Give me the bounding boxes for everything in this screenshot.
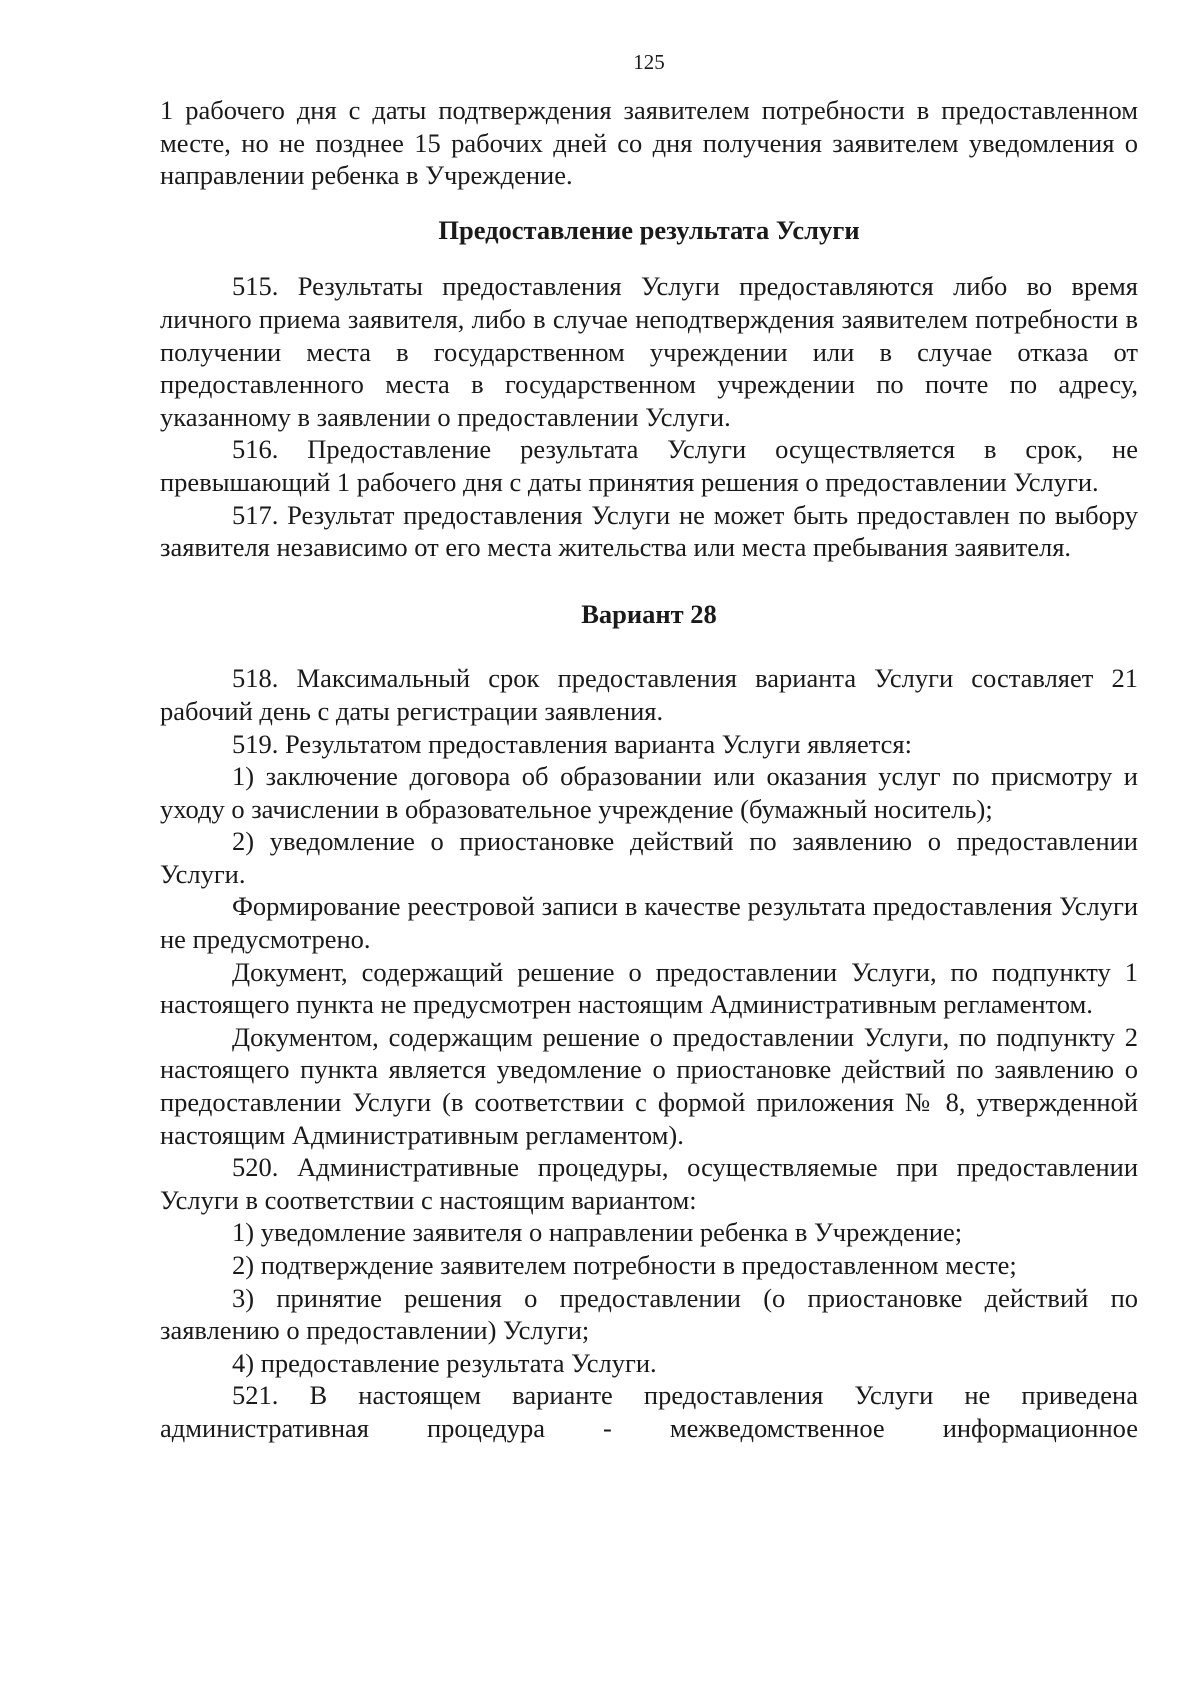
intro-paragraph: 1 рабочего дня с даты подтверждения заявителем потребности в предоставленном месте, но не позднее 15 рабочих дней со дня получения заявителем уведомления о направлении ребенка в Учреждение. [160, 95, 1138, 191]
paragraph-520: 520. Административные процедуры, осуществляемые при предоставлении Услуги в соответствии с настоящим вариантом: [160, 1152, 1138, 1215]
paragraph-518: 518. Максимальный срок предоставления варианта Услуги составляет 21 рабочий день с даты регистрации заявления. [160, 663, 1138, 726]
page-number: 125 [633, 50, 665, 74]
paragraph-document-subpoint-2: Документом, содержащим решение о предоставлении Услуги, по подпункту 2 настоящего пункта является уведомление о приостановке действий по заявлению о предоставлении Услуги (в соответствии с формой приложения № 8, утвержденной настоящим Административным регламентом). [160, 1021, 1138, 1150]
list-item-520-2: 2) подтверждение заявителем потребности в предоставленном месте; [232, 1250, 1017, 1280]
list-item-520-4: 4) предоставление результата Услуги. [232, 1347, 657, 1378]
section-heading-result: Предоставление результата Услуги [438, 214, 860, 245]
paragraph-521: 521. В настоящем варианте предоставления Услуги не приведена административная процедура - межведомственное информационное [160, 1380, 1138, 1443]
list-item-520-1: 1) уведомление заявителя о направлении ребенка в Учреждение; [232, 1217, 963, 1248]
document-page [160, 48, 1138, 1445]
paragraph-516: 516. Предоставление результата Услуги осуществляется в срок, не превышающий 1 рабочего дня с даты принятия решения о предоставлении Услуги. [160, 434, 1138, 497]
list-item-519-2: 2) уведомление о приостановке действий по заявлению о предоставлении Услуги. [160, 826, 1138, 889]
paragraph-517: 517. Результат предоставления Услуги не может быть предоставлен по выбору заявителя независимо от его места жительства или места пребывания заявителя. [160, 499, 1138, 563]
section-heading-variant-28: Вариант 28 [581, 598, 717, 629]
paragraph-515: 515. Результаты предоставления Услуги предоставляются либо во время личного приема заявителя, либо в случае неподтверждения заявителем потребности в получении места в государственном учреждении или в случае отказа от предоставленного места в государственном учреждении по почте по адресу, указанному в заявлении о предоставлении Услуги. [160, 271, 1138, 432]
list-item-520-3: 3) принятие решения о предоставлении (о приостановке действий по заявлению о предоставлении) Услуги; [160, 1282, 1138, 1346]
list-item-519-1: 1) заключение договора об образовании или оказания услуг по присмотру и уходу о зачислении в образовательное учреждение (бумажный носитель); [160, 761, 1138, 824]
paragraph-519: 519. Результатом предоставления варианта Услуги является: [232, 728, 912, 759]
paragraph-registry-record: Формирование реестровой записи в качестве результата предоставления Услуги не предусмотрено. [160, 891, 1138, 955]
paragraph-document-subpoint-1: Документ, содержащий решение о предоставлении Услуги, по подпункту 1 настоящего пункта не предусмотрен настоящим Административным регламентом. [160, 956, 1138, 1020]
